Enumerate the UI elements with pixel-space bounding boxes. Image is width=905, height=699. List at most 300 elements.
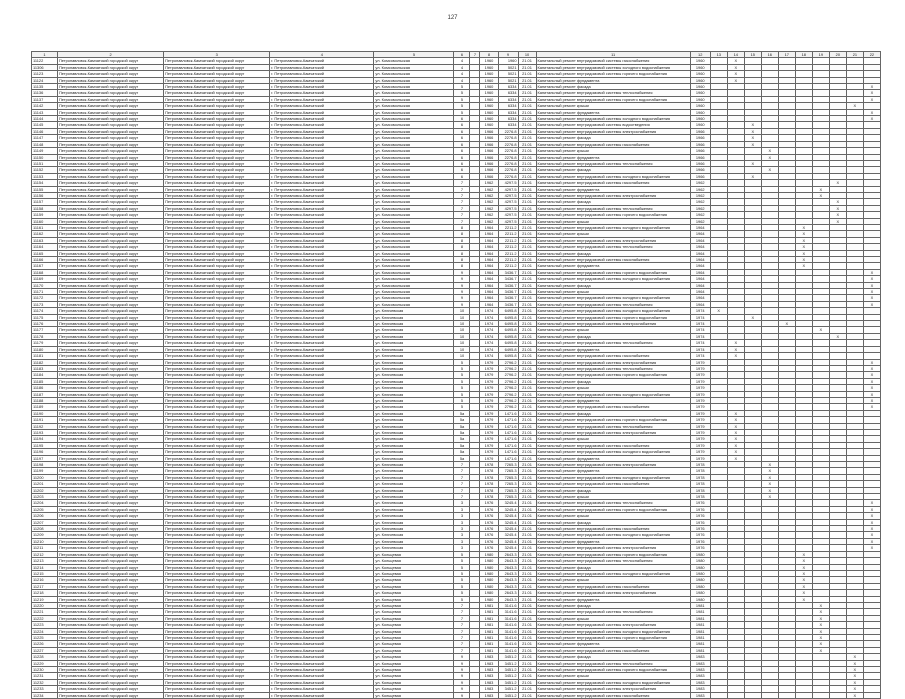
table-cell: Петропавловск-Камчатский городской округ: [164, 269, 270, 275]
table-cell: г. Петропавловск-Камчатский: [270, 692, 374, 698]
table-cell: 1981: [690, 641, 710, 647]
table-cell: Петропавловск-Камчатский городской округ: [164, 474, 270, 480]
table-cell: Петропавловск-Камчатский городской округ: [164, 333, 270, 339]
table-cell: Петропавловск-Камчатский городской округ: [58, 109, 164, 115]
table-cell: Петропавловск-Камчатский городской округ: [58, 641, 164, 647]
table-cell: 8: [454, 250, 470, 256]
table-cell: Петропавловск-Камчатский городской округ: [58, 141, 164, 147]
table-cell: Х: [863, 385, 880, 391]
table-cell: Петропавловск-Камчатский городской округ: [58, 167, 164, 173]
table-cell: г. Петропавловск-Камчатский: [270, 545, 374, 551]
table-cell: Х: [761, 481, 778, 487]
table-cell: 21.01: [518, 570, 536, 576]
table-cell: Петропавловск-Камчатский городской округ: [58, 570, 164, 576]
table-cell: ул. Комсомольская: [374, 301, 454, 307]
table-cell: [778, 692, 795, 698]
table-cell: Х: [829, 333, 846, 339]
table-cell: 9: [454, 692, 470, 698]
table-cell: 5: [454, 365, 470, 371]
table-cell: 5: [454, 372, 470, 378]
table-cell: 1974: [480, 314, 498, 320]
table-cell: 3436.7: [498, 276, 518, 282]
table-cell: Х: [795, 231, 812, 237]
table-cell: 4297.5: [498, 212, 518, 218]
table-cell: 4: [454, 58, 470, 64]
table-cell: Х: [812, 602, 829, 608]
table-cell: 3245.4: [498, 513, 518, 519]
table-cell: Петропавловск-Камчатский городской округ: [164, 77, 270, 83]
table-cell: г. Петропавловск-Камчатский: [270, 577, 374, 583]
table-cell: 21.01: [518, 314, 536, 320]
table-cell: 1964: [480, 250, 498, 256]
table-cell: Х: [727, 340, 744, 346]
table-cell: Петропавловск-Камчатский городской округ: [58, 231, 164, 237]
table-cell: Петропавловск-Камчатский городской округ: [58, 679, 164, 685]
table-cell: 1960: [480, 122, 498, 128]
table-cell: 11146: [32, 128, 58, 134]
table-cell: Петропавловск-Камчатский городской округ: [58, 359, 164, 365]
table-cell: 1964: [690, 257, 710, 263]
table-cell: 4297.5: [498, 192, 518, 198]
table-cell: 11169: [32, 276, 58, 282]
table-cell: Петропавловск-Камчатский городской округ: [164, 570, 270, 576]
table-cell: 21.01: [518, 359, 536, 365]
table-cell: 8: [454, 263, 470, 269]
table-cell: 6334: [498, 122, 518, 128]
table-cell: г. Петропавловск-Камчатский: [270, 237, 374, 243]
table-cell: 21.01: [518, 135, 536, 141]
table-cell: 6495.8: [498, 308, 518, 314]
table-cell: 5: [454, 570, 470, 576]
table-cell: Х: [863, 532, 880, 538]
table-cell: 11186: [32, 385, 58, 391]
table-cell: 1964: [690, 244, 710, 250]
table-cell: 11144: [32, 116, 58, 122]
table-cell: 1980: [480, 564, 498, 570]
table-cell: Петропавловск-Камчатский городской округ: [58, 417, 164, 423]
table-cell: 7: [454, 218, 470, 224]
table-cell: Петропавловск-Камчатский городской округ: [58, 269, 164, 275]
table-cell: г. Петропавловск-Камчатский: [270, 468, 374, 474]
table-cell: Капитальный ремонт внутридомовой системы электроснабжения: [536, 686, 690, 692]
table-cell: 1960: [480, 96, 498, 102]
table-cell: 1976: [690, 532, 710, 538]
table-cell: 5: [454, 596, 470, 602]
table-cell: 11207: [32, 519, 58, 525]
column-header: 6: [454, 52, 470, 58]
table-cell: Петропавловск-Камчатский городской округ: [164, 519, 270, 525]
table-cell: Х: [863, 301, 880, 307]
table-cell: ул. Ключевская: [374, 365, 454, 371]
table-cell: Капитальный ремонт крыши: [536, 385, 690, 391]
table-cell: 1471.6: [498, 442, 518, 448]
table-cell: 5а: [454, 429, 470, 435]
table-cell: 21.01: [518, 487, 536, 493]
table-cell: 1979: [690, 417, 710, 423]
table-cell: ул. Кольцевая: [374, 641, 454, 647]
table-cell: 21.01: [518, 167, 536, 173]
table-cell: 5: [454, 359, 470, 365]
table-cell: Капитальный ремонт фасада: [536, 250, 690, 256]
column-header: 21: [846, 52, 863, 58]
table-cell: г. Петропавловск-Камчатский: [270, 423, 374, 429]
table-cell: ул. Комсомольская: [374, 96, 454, 102]
table-cell: Петропавловск-Камчатский городской округ: [58, 596, 164, 602]
table-cell: ул. Ключевская: [374, 513, 454, 519]
table-cell: Х: [795, 577, 812, 583]
table-cell: г. Петропавловск-Камчатский: [270, 449, 374, 455]
table-cell: 2276.8: [498, 173, 518, 179]
table-cell: 1978: [480, 494, 498, 500]
table-cell: 1966: [480, 148, 498, 154]
column-header: 16: [761, 52, 778, 58]
table-cell: 11142: [32, 103, 58, 109]
table-cell: 21.01: [518, 538, 536, 544]
table-cell: Х: [863, 289, 880, 295]
table-cell: Х: [727, 410, 744, 416]
table-cell: Х: [727, 71, 744, 77]
column-header: 8: [480, 52, 498, 58]
table-cell: 11145: [32, 122, 58, 128]
table-cell: 11161: [32, 224, 58, 230]
table-cell: Х: [829, 205, 846, 211]
table-cell: г. Петропавловск-Камчатский: [270, 474, 374, 480]
table-cell: г. Петропавловск-Камчатский: [270, 602, 374, 608]
table-cell: 3436.7: [498, 289, 518, 295]
table-cell: Х: [812, 186, 829, 192]
table-cell: 3: [454, 506, 470, 512]
table-cell: 21.01: [518, 404, 536, 410]
table-cell: 6495.8: [498, 340, 518, 346]
table-cell: 1983: [690, 660, 710, 666]
table-cell: г. Петропавловск-Камчатский: [270, 250, 374, 256]
table-cell: 1962: [480, 218, 498, 224]
table-cell: ул. Ключевская: [374, 519, 454, 525]
table-cell: Х: [829, 199, 846, 205]
table-cell: Капитальный ремонт внутридомовой системы теплоснабжения: [536, 90, 690, 96]
table-cell: 7: [454, 647, 470, 653]
table-cell: Х: [727, 455, 744, 461]
table-cell: 10: [454, 353, 470, 359]
column-header: 1: [32, 52, 58, 58]
table-cell: 1976: [480, 545, 498, 551]
table-cell: Х: [863, 365, 880, 371]
table-cell: Петропавловск-Камчатский городской округ: [164, 327, 270, 333]
table-cell: 1979: [690, 429, 710, 435]
table-cell: Капитальный ремонт фундамента: [536, 596, 690, 602]
table-cell: Петропавловск-Камчатский городской округ: [164, 135, 270, 141]
table-cell: 2643.3: [498, 590, 518, 596]
table-cell: Капитальный ремонт фасада: [536, 135, 690, 141]
table-cell: 1981: [480, 641, 498, 647]
table-cell: 21.01: [518, 410, 536, 416]
table-cell: 21.01: [518, 686, 536, 692]
table-cell: 1962: [480, 212, 498, 218]
table-cell: Капитальный ремонт фасада: [536, 282, 690, 288]
table-cell: г. Петропавловск-Камчатский: [270, 622, 374, 628]
table-cell: 1976: [690, 506, 710, 512]
table-cell: 1974: [480, 321, 498, 327]
table-cell: 21.01: [518, 301, 536, 307]
table-cell: Капитальный ремонт фундамента: [536, 109, 690, 115]
table-cell: Капитальный ремонт фасада: [536, 602, 690, 608]
table-cell: Капитальный ремонт внутридомовой системы газоснабжения: [536, 526, 690, 532]
table-cell: 1960: [690, 109, 710, 115]
table-cell: г. Петропавловск-Камчатский: [270, 327, 374, 333]
table-cell: 7: [454, 494, 470, 500]
table-cell: Капитальный ремонт внутридомовой системы теплоснабжения: [536, 500, 690, 506]
table-cell: 1980: [480, 570, 498, 576]
table-cell: 1471.6: [498, 429, 518, 435]
table-cell: г. Петропавловск-Камчатский: [270, 442, 374, 448]
table-cell: 11201: [32, 481, 58, 487]
table-cell: г. Петропавловск-Камчатский: [270, 96, 374, 102]
table-cell: Петропавловск-Камчатский городской округ: [164, 257, 270, 263]
table-cell: 11220: [32, 602, 58, 608]
table-cell: 1471.6: [498, 436, 518, 442]
table-cell: Х: [812, 628, 829, 634]
table-cell: Петропавловск-Камчатский городской округ: [164, 423, 270, 429]
table-cell: Петропавловск-Камчатский городской округ: [164, 692, 270, 698]
table-cell: Петропавловск-Камчатский городской округ: [164, 436, 270, 442]
table-cell: 21.01: [518, 449, 536, 455]
table-cell: 11167: [32, 263, 58, 269]
table-cell: ул. Ключевская: [374, 372, 454, 378]
table-cell: 21.01: [518, 429, 536, 435]
table-cell: 1980: [690, 564, 710, 570]
table-cell: 1962: [690, 186, 710, 192]
table-cell: Х: [744, 141, 761, 147]
table-cell: 10: [454, 321, 470, 327]
table-cell: 1981: [480, 615, 498, 621]
table-cell: 8: [454, 224, 470, 230]
table-cell: Петропавловск-Камчатский городской округ: [58, 397, 164, 403]
table-cell: 2796.2: [498, 372, 518, 378]
table-cell: г. Петропавловск-Камчатский: [270, 224, 374, 230]
table-cell: Х: [863, 397, 880, 403]
table-cell: 11214: [32, 564, 58, 570]
table-cell: 11172: [32, 295, 58, 301]
table-cell: Петропавловск-Камчатский городской округ: [58, 333, 164, 339]
table-cell: Петропавловск-Камчатский городской округ: [164, 551, 270, 557]
table-cell: 3245.4: [498, 526, 518, 532]
table-cell: г. Петропавловск-Камчатский: [270, 321, 374, 327]
table-cell: 11197: [32, 455, 58, 461]
table-cell: 4: [454, 71, 470, 77]
table-cell: 21.01: [518, 513, 536, 519]
table-cell: Капитальный ремонт внутридомовой системы теплоснабжения: [536, 660, 690, 666]
table-cell: Капитальный ремонт крыши: [536, 436, 690, 442]
table-cell: Капитальный ремонт крыши: [536, 218, 690, 224]
table-cell: Х: [761, 148, 778, 154]
table-cell: 9: [454, 667, 470, 673]
table-cell: 1960: [690, 58, 710, 64]
table-cell: 1964: [690, 250, 710, 256]
table-cell: 1974: [690, 314, 710, 320]
table-cell: 5021: [498, 64, 518, 70]
table-cell: Х: [863, 84, 880, 90]
table-cell: 6334: [498, 84, 518, 90]
table-cell: Петропавловск-Камчатский городской округ: [58, 212, 164, 218]
table-cell: Х: [863, 116, 880, 122]
table-cell: 2276.8: [498, 154, 518, 160]
table-cell: Петропавловск-Камчатский городской округ: [164, 180, 270, 186]
column-header: 15: [744, 52, 761, 58]
table-cell: 3: [454, 545, 470, 551]
table-cell: Капитальный ремонт крыши: [536, 327, 690, 333]
table-cell: Петропавловск-Камчатский городской округ: [164, 365, 270, 371]
table-cell: 11200: [32, 474, 58, 480]
table-cell: г. Петропавловск-Камчатский: [270, 192, 374, 198]
table-cell: Петропавловск-Камчатский городской округ: [164, 429, 270, 435]
table-cell: 11203: [32, 494, 58, 500]
table-cell: Капитальный ремонт внутридомовой системы газоснабжения: [536, 442, 690, 448]
table-cell: Х: [795, 570, 812, 576]
table-cell: 1974: [480, 333, 498, 339]
table-cell: г. Петропавловск-Камчатский: [270, 301, 374, 307]
table-cell: 6: [454, 128, 470, 134]
table-cell: г. Петропавловск-Камчатский: [270, 289, 374, 295]
table-cell: Петропавловск-Камчатский городской округ: [58, 506, 164, 512]
table-cell: Петропавловск-Камчатский городской округ: [164, 481, 270, 487]
table-cell: Петропавловск-Камчатский городской округ: [58, 474, 164, 480]
table-cell: 5: [454, 551, 470, 557]
table-cell: 9: [454, 289, 470, 295]
table-cell: Х: [846, 660, 863, 666]
table-cell: Х: [812, 609, 829, 615]
table-cell: Капитальный ремонт внутридомовой системы электроснабжения: [536, 462, 690, 468]
table-cell: ул. Комсомольская: [374, 257, 454, 263]
table-cell: 5: [454, 583, 470, 589]
table-cell: г. Петропавловск-Камчатский: [270, 84, 374, 90]
table-cell: Капитальный ремонт внутридомовой системы газоснабжения: [536, 692, 690, 698]
table-cell: 3451.2: [498, 667, 518, 673]
table-cell: 2643.3: [498, 577, 518, 583]
table-cell: 2211.2: [498, 244, 518, 250]
table-cell: 11180: [32, 346, 58, 352]
table-cell: 1974: [690, 340, 710, 346]
table-cell: ул. Комсомольская: [374, 160, 454, 166]
table-cell: 21.01: [518, 692, 536, 698]
table-cell: 1966: [690, 173, 710, 179]
table-cell: 1981: [690, 634, 710, 640]
table-cell: 21.01: [518, 77, 536, 83]
table-cell: 7: [454, 641, 470, 647]
table-cell: 21.01: [518, 602, 536, 608]
table-cell: 3141.6: [498, 641, 518, 647]
table-cell: Х: [744, 122, 761, 128]
table-cell: Х: [761, 474, 778, 480]
table-cell: Петропавловск-Камчатский городской округ: [164, 359, 270, 365]
table-cell: 11194: [32, 436, 58, 442]
table-cell: 10: [454, 327, 470, 333]
table-cell: ул. Кольцевая: [374, 609, 454, 615]
table-cell: ул. Ключевская: [374, 500, 454, 506]
table-cell: 1960: [690, 122, 710, 128]
table-cell: г. Петропавловск-Камчатский: [270, 654, 374, 660]
table-cell: 1979: [480, 449, 498, 455]
table-cell: 11166: [32, 257, 58, 263]
table-cell: Петропавловск-Камчатский городской округ: [58, 340, 164, 346]
table-cell: ул. Ключевская: [374, 474, 454, 480]
table-cell: 11196: [32, 449, 58, 455]
table-cell: Х: [846, 654, 863, 660]
table-cell: 1981: [480, 622, 498, 628]
table-cell: 2643.3: [498, 558, 518, 564]
table-cell: 3245.4: [498, 545, 518, 551]
table-cell: Петропавловск-Камчатский городской округ: [164, 391, 270, 397]
table-cell: 21.01: [518, 500, 536, 506]
table-cell: Петропавловск-Камчатский городской округ: [58, 686, 164, 692]
table-cell: 21.01: [518, 436, 536, 442]
table-cell: 1979: [480, 391, 498, 397]
table-cell: 3451.2: [498, 692, 518, 698]
table-cell: 3141.6: [498, 647, 518, 653]
table-cell: г. Петропавловск-Камчатский: [270, 558, 374, 564]
table-cell: Капитальный ремонт фундамента: [536, 186, 690, 192]
table-cell: 5021: [498, 77, 518, 83]
table-cell: Х: [863, 96, 880, 102]
table-cell: 1962: [690, 199, 710, 205]
table-cell: Капитальный ремонт внутридомовой системы теплоснабжения: [536, 609, 690, 615]
table-cell: Капитальный ремонт внутридомовой системы теплоснабжения: [536, 558, 690, 564]
table-cell: ул. Комсомольская: [374, 295, 454, 301]
table-cell: 1471.6: [498, 449, 518, 455]
table-cell: ул. Комсомольская: [374, 180, 454, 186]
table-cell: 1976: [690, 513, 710, 519]
table-cell: Петропавловск-Камчатский городской округ: [164, 84, 270, 90]
table-cell: 21.01: [518, 141, 536, 147]
table-cell: Х: [761, 462, 778, 468]
table-cell: 6334: [498, 109, 518, 115]
table-cell: 6: [454, 160, 470, 166]
table-cell: Х: [863, 109, 880, 115]
table-cell: Петропавловск-Камчатский городской округ: [164, 487, 270, 493]
column-header: 10: [518, 52, 536, 58]
table-cell: Петропавловск-Камчатский городской округ: [164, 173, 270, 179]
table-cell: ул. Ключевская: [374, 359, 454, 365]
table-cell: Петропавловск-Камчатский городской округ: [164, 378, 270, 384]
table-cell: ул. Комсомольская: [374, 212, 454, 218]
column-header: 19: [812, 52, 829, 58]
table-cell: ул. Комсомольская: [374, 122, 454, 128]
table-cell: Капитальный ремонт фундамента: [536, 346, 690, 352]
table-cell: ул. Ключевская: [374, 468, 454, 474]
table-cell: Х: [761, 468, 778, 474]
table-cell: 1980: [480, 558, 498, 564]
table-cell: Х: [727, 449, 744, 455]
table-cell: ул. Ключевская: [374, 429, 454, 435]
table-cell: 1962: [480, 205, 498, 211]
table-cell: Х: [795, 250, 812, 256]
table-cell: Петропавловск-Камчатский городской округ: [58, 500, 164, 506]
table-cell: 7: [454, 199, 470, 205]
table-cell: 4297.5: [498, 186, 518, 192]
table-cell: г. Петропавловск-Камчатский: [270, 429, 374, 435]
table-cell: ул. Кольцевая: [374, 564, 454, 570]
table-cell: Х: [761, 167, 778, 173]
table-cell: Капитальный ремонт внутридомовой системы холодного водоснабжения: [536, 449, 690, 455]
table-cell: Х: [795, 596, 812, 602]
table-cell: 4: [454, 77, 470, 83]
table-cell: ул. Ключевская: [374, 346, 454, 352]
table-cell: Петропавловск-Камчатский городской округ: [58, 84, 164, 90]
table-cell: 1979: [690, 449, 710, 455]
table-cell: Петропавловск-Камчатский городской округ: [164, 109, 270, 115]
table-cell: Петропавловск-Камчатский городской округ: [58, 558, 164, 564]
table-cell: 11147: [32, 135, 58, 141]
table-cell: 1980: [690, 551, 710, 557]
